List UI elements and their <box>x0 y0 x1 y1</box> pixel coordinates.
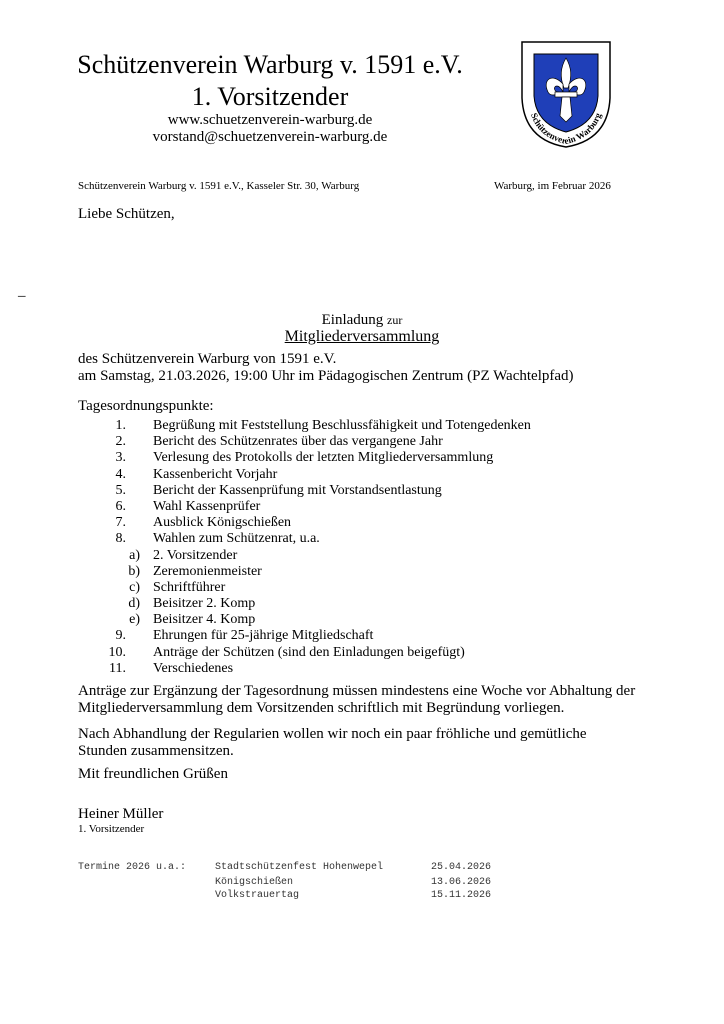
dates-label: Termine 2026 u.a.: <box>78 862 187 873</box>
signature-role: 1. Vorsitzender <box>78 823 145 835</box>
agenda-heading: Tagesordnungspunkte: <box>78 398 214 414</box>
closing: Mit freundlichen Grüßen <box>78 766 228 782</box>
invitation-club: des Schützenverein Warburg von 1591 e.V. <box>78 351 337 367</box>
motions-paragraph: Anträge zur Ergänzung der Tagesordnung müssen mindestens eine Woche vor Abhaltung der Mitgliederversammlung dem Vorsitzenden schriftlich mit Begründung vorliegen. <box>78 683 636 716</box>
social-paragraph: Nach Abhandlung der Regularien wollen wir noch ein paar fröhliche und gemütliche Stunden zusammensitzen. <box>78 726 587 759</box>
invitation-when: am Samstag, 21.03.2026, 19:00 Uhr im Pädagogischen Zentrum (PZ Wachtelpfad) <box>78 368 574 384</box>
club-logo <box>520 40 612 148</box>
fold-mark: – <box>18 288 26 304</box>
website-link[interactable]: www.schuetzenverein-warburg.de <box>167 112 373 128</box>
salutation: Liebe Schützen, <box>78 206 175 222</box>
email-link[interactable]: vorstand@schuetzenverein-warburg.de <box>152 129 388 145</box>
letterhead-subtitle: 1. Vorsitzender <box>191 82 349 111</box>
date-line: Warburg, im Februar 2026 <box>494 180 611 192</box>
sender-address-line: Schützenverein Warburg v. 1591 e.V., Kasseler Str. 30, Warburg <box>78 180 360 192</box>
letterhead-title: Schützenverein Warburg v. 1591 e.V. <box>77 50 463 79</box>
signature-name: Heiner Müller <box>78 806 164 822</box>
logo-arc-text: Schützenverein Warburg <box>528 111 604 147</box>
invitation-heading: Einladung zur <box>321 312 403 328</box>
invitation-title: Mitgliederversammlung <box>284 328 440 345</box>
